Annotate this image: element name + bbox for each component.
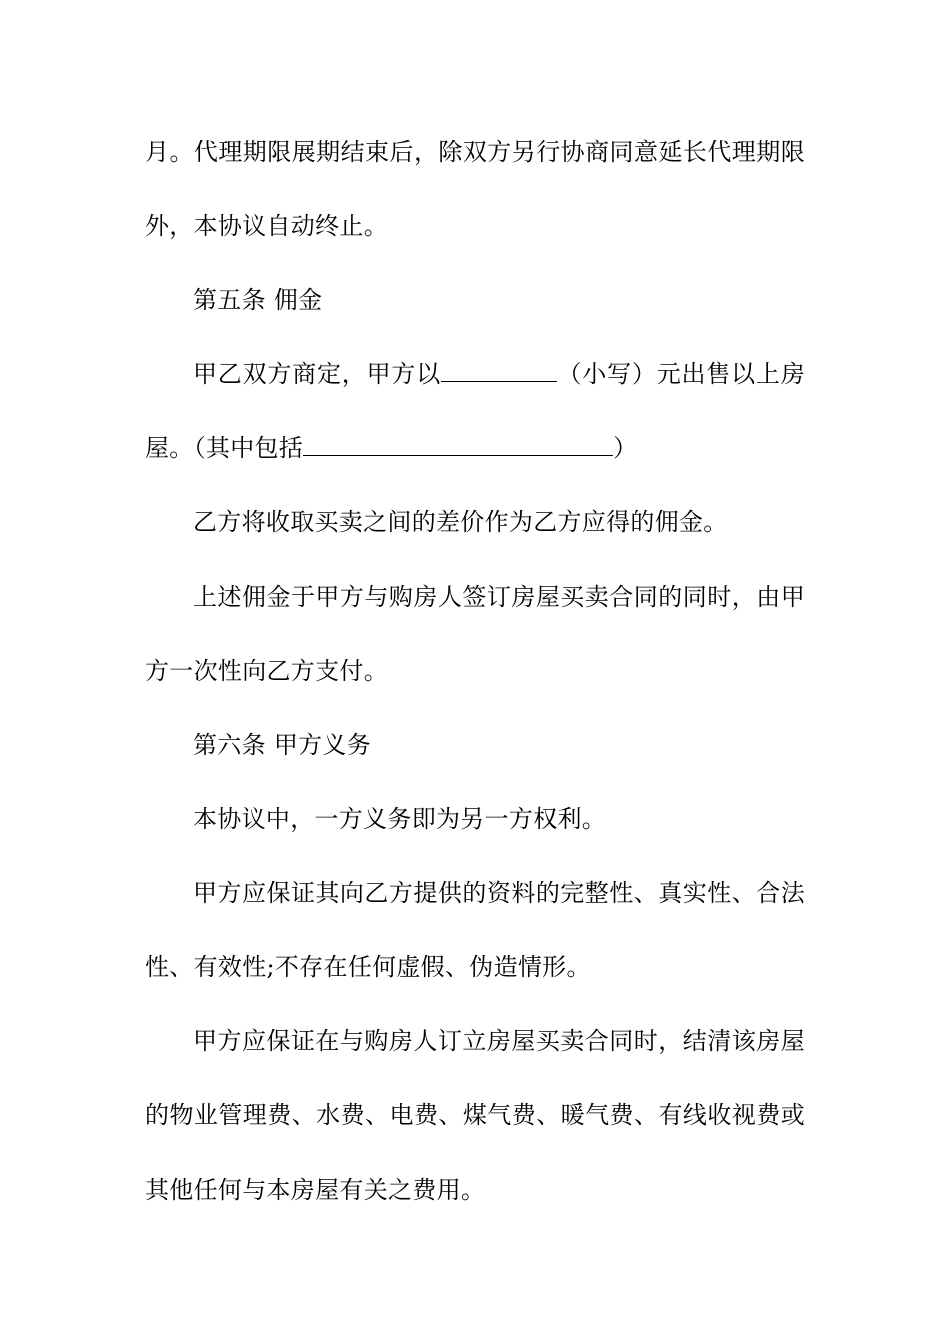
paragraph-line: 甲方应保证在与购房人订立房屋买卖合同时，结清该房屋 [193,1027,805,1055]
paragraph-line: 本协议中，一方义务即为另一方权利。 [193,805,607,833]
paragraph-line: 其他任何与本房屋有关之费用。 [145,1176,486,1204]
text-segment: （小写）元出售以上房 [557,360,805,388]
paragraph-line: 月。代理期限展期结束后，除双方另行协商同意延长代理期限 [145,138,805,166]
fill-in-blank-included [303,433,613,456]
text-segment: 屋。（其中包括 [145,434,304,462]
paragraph-line: 外，本协议自动终止。 [145,212,388,240]
paragraph-line: 的物业管理费、水费、电费、煤气费、暖气费、有线收视费或 [145,1101,805,1129]
section-heading-party-a-obligations: 第六条 甲方义务 [193,731,372,759]
text-segment: ） [613,434,638,462]
section-heading-commission: 第五条 佣金 [193,286,323,314]
paragraph-line: 上述佣金于甲方与购房人签订房屋买卖合同的同时，由甲 [193,583,805,611]
text-segment: 甲乙双方商定，甲方以 [193,360,441,388]
paragraph-line: 甲方应保证其向乙方提供的资料的完整性、真实性、合法 [193,879,805,907]
paragraph-line [145,433,805,463]
paragraph-line: 乙方将收取买卖之间的差价作为乙方应得的佣金。 [193,508,728,536]
paragraph-line: 方一次性向乙方支付。 [145,657,388,685]
paragraph-line: 性、有效性;不存在任何虚假、伪造情形。 [145,953,591,981]
fill-in-blank-price [441,359,557,382]
paragraph-line [193,359,805,389]
